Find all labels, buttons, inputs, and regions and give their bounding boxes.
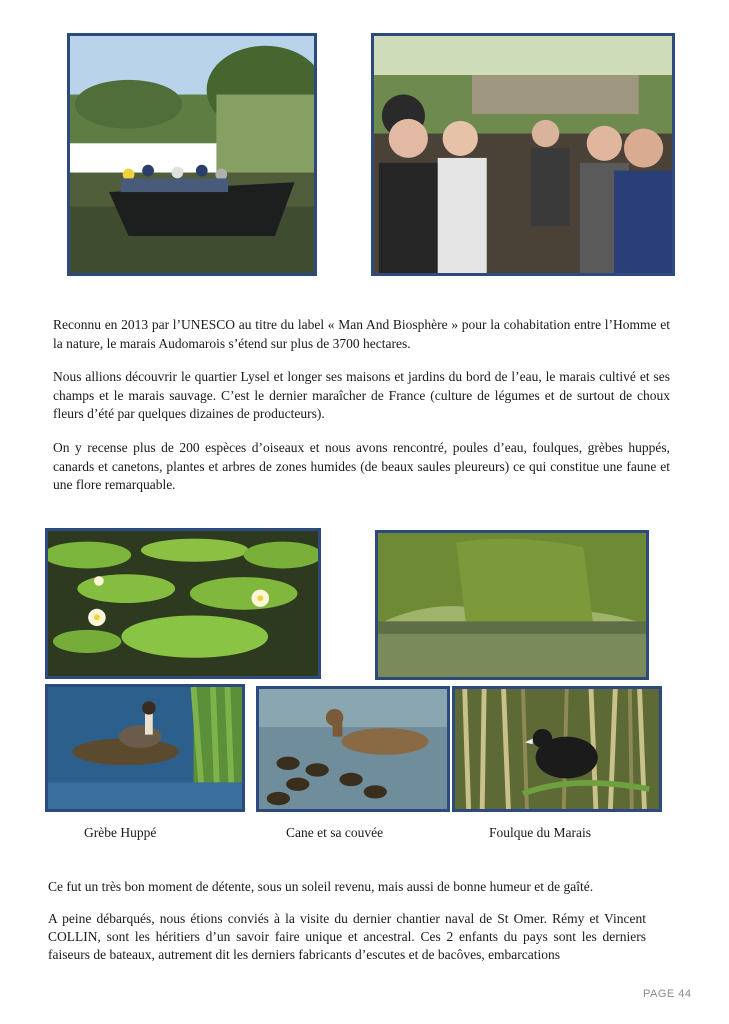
paragraph-birds: On y recense plus de 200 espèces d’oiseaux et nous avons rencontré, poules d’eau, foulques, grèbes huppés, canards et canetons, plantes et arbres de zones humides (de beaux saules pleureurs) ce qui constitue une faune et une flore remarquable.	[53, 440, 670, 492]
boat-photo	[67, 33, 317, 276]
water-lily-photo	[45, 528, 321, 679]
coot-photo	[452, 686, 662, 812]
group-photo	[371, 33, 675, 276]
grebe-photo	[45, 684, 245, 812]
page-number: PAGE 44	[643, 988, 692, 1000]
caption-coot: Foulque du Marais	[489, 825, 591, 840]
paragraph-shipyard: A peine débarqués, nous étions conviés à la visite du dernier chantier naval de St Omer. Rémy et Vincent COLLIN, sont les héritiers d’un savoir faire unique et ancestral. Ces 2 enfants du pays sont les derniers faiseurs de bateaux, autrement dit les derniers fabricants d’escutes et de bacôves, embarcations	[48, 911, 646, 962]
paragraph-lysel: Nous allions découvrir le quartier Lysel et longer ses maisons et jardins du bord de l’eau, le marais cultivé et ses champs et le marais sauvage. C’est le dernier maraîcher de France (culture de légumes et de surtout de choux fleurs d’été par quelques dizaines de producteurs).	[53, 369, 670, 421]
willow-photo	[375, 530, 649, 680]
paragraph-relax: Ce fut un très bon moment de détente, sous un soleil revenu, mais aussi de bonne humeur et de gaîté.	[48, 879, 594, 894]
duck-photo	[256, 686, 450, 812]
caption-grebe: Grèbe Huppé	[84, 825, 157, 840]
paragraph-unesco: Reconnu en 2013 par l’UNESCO au titre du label « Man And Biosphère » pour la cohabitation entre l’Homme et la nature, le marais Audomarois s’étend sur plus de 3700 hectares.	[53, 317, 670, 351]
caption-duck: Cane et sa couvée	[286, 825, 384, 840]
